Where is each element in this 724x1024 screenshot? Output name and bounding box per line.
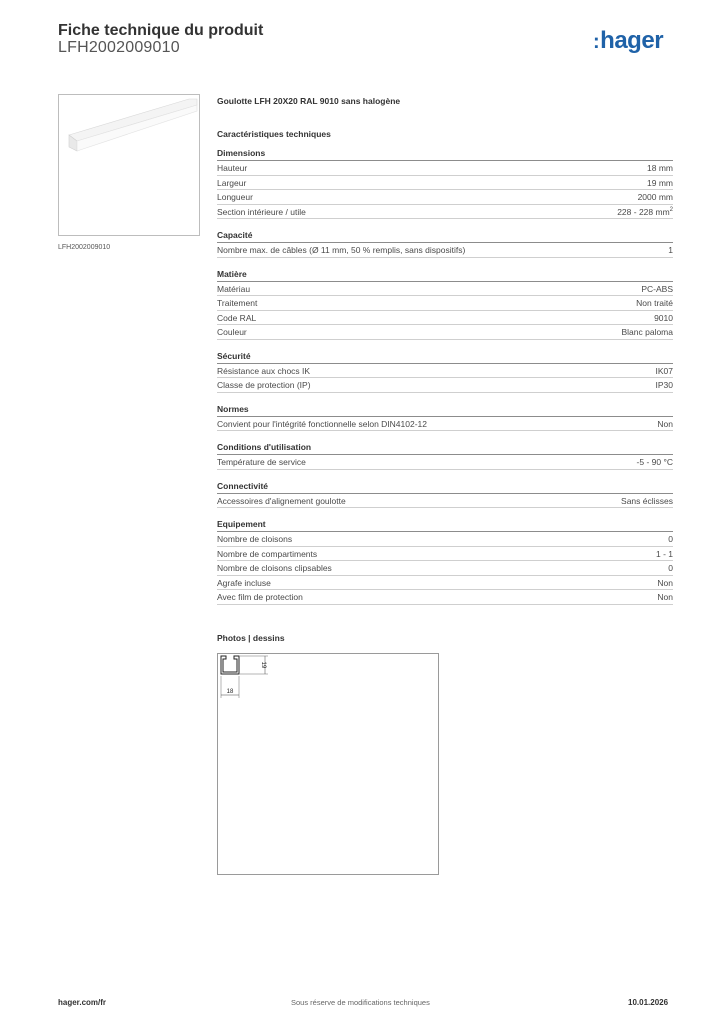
footer-website[interactable]: hager.com/fr (58, 998, 107, 1007)
spec-label: Classe de protection (IP) (217, 380, 311, 390)
spec-value: PC-ABS (641, 283, 673, 294)
profile-drawing (218, 654, 438, 874)
section-title: Matière (217, 267, 673, 282)
spec-value-wrap (656, 378, 674, 392)
section-title: Dimensions (217, 146, 673, 161)
spec-value: Non traité (636, 298, 673, 308)
section-title: Normes (217, 402, 673, 417)
logo-prefix: : (593, 31, 600, 53)
spec-value: 0 (668, 534, 673, 544)
spec-value-wrap (647, 161, 673, 175)
section-title: Capacité (217, 228, 673, 243)
spec-label: Nombre de cloisons (217, 534, 293, 544)
spec-row (217, 161, 673, 176)
spec-value: 19 mm (647, 177, 673, 188)
spec-value: 18 mm (647, 163, 673, 173)
spec-value-wrap (621, 325, 673, 339)
spec-row (217, 417, 673, 432)
spec-label: Résistance aux chocs IK (217, 365, 311, 376)
spec-value: IP30 (655, 380, 673, 390)
spec-value-wrap (617, 205, 673, 219)
spec-value: 1 (668, 245, 673, 255)
spec-label: Nombre de cloisons clipsables (217, 563, 332, 573)
cable-duct-image (59, 95, 199, 235)
spec-row (217, 364, 673, 379)
spec-row (217, 532, 673, 547)
product-reference: LFH2002009010 (58, 39, 180, 56)
dimension-height-label: 19 (260, 661, 266, 669)
spec-value-wrap (638, 190, 673, 204)
spec-label: Agrafe incluse (217, 577, 271, 588)
spec-row (217, 378, 673, 393)
spec-value-wrap (637, 455, 673, 469)
product-image-caption: LFH2002009010 (58, 244, 111, 251)
spec-value: 2000 mm (637, 192, 673, 202)
spec-value: 1 - 1 (655, 548, 673, 559)
spec-section (217, 440, 673, 470)
spec-label: Section intérieure / utile (217, 206, 306, 217)
spec-row (217, 561, 673, 576)
spec-row (217, 282, 673, 297)
spec-row (217, 296, 673, 311)
spec-value: 0 (668, 563, 673, 573)
spec-value: Blanc paloma (621, 327, 673, 337)
section-title: Conditions d'utilisation (217, 440, 673, 455)
spec-section (217, 349, 673, 393)
spec-label: Longueur (217, 192, 253, 202)
spec-row (217, 311, 673, 326)
technical-drawing (217, 653, 439, 875)
spec-value-superscript: 2 (669, 206, 673, 213)
spec-row (217, 576, 673, 591)
spec-label: Traitement (217, 298, 258, 308)
spec-section (217, 146, 673, 219)
spec-value-wrap (641, 282, 673, 296)
spec-value-wrap (657, 590, 673, 604)
logo-text: hager (600, 27, 664, 54)
spec-section (217, 517, 673, 605)
spec-value-wrap (657, 417, 673, 431)
spec-section (217, 479, 673, 509)
spec-value: Sans éclisses (621, 495, 673, 506)
spec-row (217, 494, 673, 509)
spec-row (217, 455, 673, 470)
section-title: Equipement (217, 517, 673, 532)
spec-sections (217, 146, 673, 605)
spec-label: Largeur (217, 177, 247, 188)
spec-value-wrap (668, 561, 673, 575)
spec-row (217, 590, 673, 605)
document-title: Fiche technique du produit (58, 22, 264, 39)
spec-value-wrap (668, 532, 673, 546)
hager-logo (593, 27, 663, 55)
spec-value-wrap (647, 176, 673, 190)
product-name: Goulotte LFH 20X20 RAL 9010 sans halogène (217, 96, 401, 106)
spec-value: Non (657, 592, 673, 602)
spec-value: Non (657, 577, 673, 588)
spec-value-wrap (668, 243, 673, 257)
spec-value: Non (657, 418, 673, 429)
spec-section (217, 228, 673, 258)
spec-label: Température de service (217, 457, 306, 467)
spec-label: Code RAL (217, 312, 257, 323)
spec-label: Matériau (217, 283, 251, 294)
section-title: Connectivité (217, 479, 673, 494)
spec-value: 228 - 228 mm (617, 206, 670, 217)
spec-value-wrap (636, 296, 673, 310)
spec-label: Avec film de protection (217, 592, 303, 602)
spec-label: Hauteur (217, 163, 248, 173)
spec-label: Nombre max. de câbles (Ø 11 mm, 50 % remplis, sans dispositifs) (217, 245, 466, 255)
spec-value: IK07 (655, 365, 673, 376)
spec-value-wrap (657, 576, 673, 590)
spec-row (217, 547, 673, 562)
spec-row (217, 205, 673, 220)
section-title: Sécurité (217, 349, 673, 364)
spec-value: -5 - 90 °C (636, 457, 673, 467)
spec-value-wrap (654, 311, 673, 325)
spec-label: Convient pour l'intégrité fonctionnelle selon DIN4102-12 (217, 418, 428, 429)
spec-value-wrap (656, 547, 673, 561)
spec-section (217, 267, 673, 340)
spec-row (217, 190, 673, 205)
footer-date: 10.01.2026 (628, 998, 669, 1007)
spec-row (217, 243, 673, 258)
spec-row (217, 325, 673, 340)
spec-value-wrap (656, 364, 674, 378)
spec-value-wrap (621, 494, 673, 508)
dimension-width-label: 18 (226, 689, 234, 695)
spec-label: Couleur (217, 327, 247, 337)
footer-notice: Sous réserve de modifications techniques (291, 998, 430, 1007)
spec-row (217, 176, 673, 191)
product-image (58, 94, 200, 236)
photos-title: Photos | dessins (217, 633, 285, 643)
spec-section (217, 402, 673, 432)
product-specs (217, 96, 673, 605)
spec-label: Nombre de compartiments (217, 548, 318, 559)
spec-value: 9010 (654, 312, 673, 323)
spec-heading: Caractéristiques techniques (217, 129, 331, 139)
spec-label: Accessoires d'alignement goulotte (217, 495, 346, 506)
